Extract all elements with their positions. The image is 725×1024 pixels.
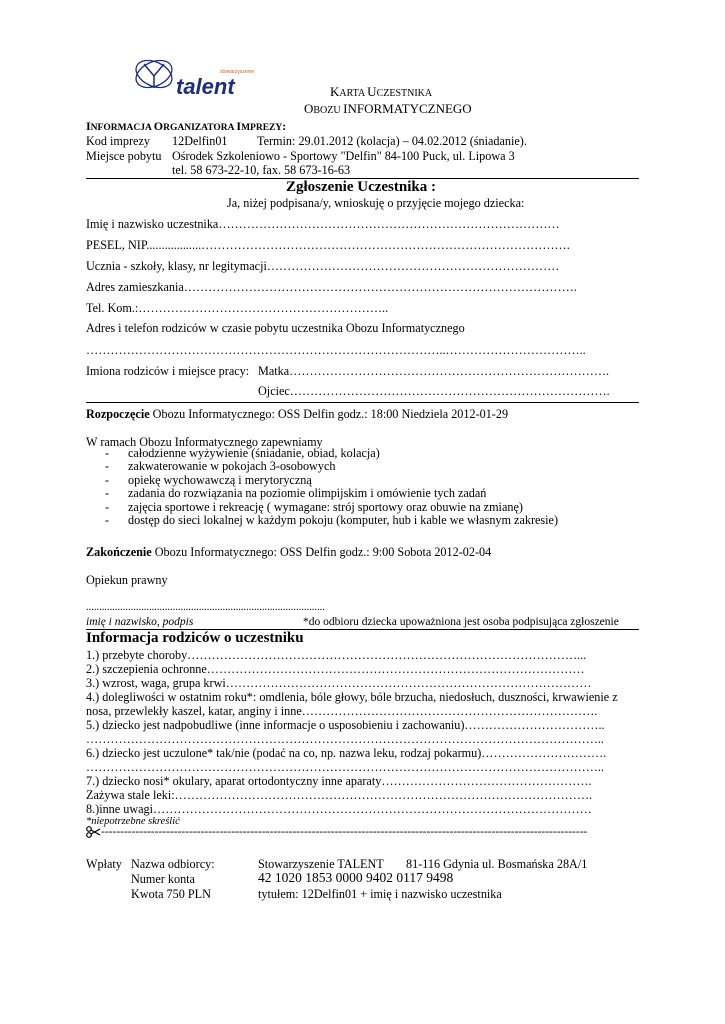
ailments-label: 4.) dolegliwości w ostatnim roku*: omdlenia, bóle głowy, bóle brzucha, niedosłuch, duszności, krwawienie z <box>86 690 618 704</box>
allergy-extra-field[interactable]: ……………………………………………………………………………………………………………….. <box>86 760 604 774</box>
provides-list <box>105 447 558 527</box>
event-code-label: Kod imprezy <box>86 134 150 148</box>
cut-line: ------------------------------------------------------------------------------------------------------------------------------- <box>101 826 588 838</box>
pesel-field[interactable]: PESEL, NIP..................………………………………………………………………………………. <box>86 238 570 252</box>
logo-emblem-icon <box>132 52 178 96</box>
guardian-caption: imię i nazwisko, podpis <box>86 616 194 628</box>
account-label: Numer konta <box>131 872 195 886</box>
guardian-note: *do odbioru dziecka upoważniona jest osoba podpisująca zgłoszenie <box>303 616 619 628</box>
father-field[interactable]: Ojciec……………………………………………………………………. <box>258 384 610 398</box>
illness-field[interactable]: 1.) przebyte choroby……………………………………………………………………………………... <box>86 648 587 662</box>
recipient-label: Nazwa odbiorcy: <box>131 857 215 871</box>
account-number: 42 1020 1853 0000 9402 0117 9498 <box>258 870 454 885</box>
camp-end: Zakończenie Obozu Informatycznego: OSS Delfin godz.: 9:00 Sobota 2012-02-04 <box>86 545 492 559</box>
address-field[interactable]: Adres zamieszkania……………………………………………………………………………………. <box>86 280 577 294</box>
parents-info-heading: Informacja rodziców o uczestniku <box>86 630 304 646</box>
vaccination-field[interactable]: 2.) szczepienia ochronne………………………………………………………………………………… <box>86 662 585 676</box>
mother-field[interactable]: Matka……………………………………………………………………. <box>258 364 610 378</box>
hyperactive-extra-field[interactable]: ……………………………………………………………………………………………………………….. <box>86 732 604 746</box>
parents-contact-label: Adres i telefon rodziców w czasie pobytu uczestnika Obozu Informatycznego <box>86 321 465 335</box>
participant-name-field[interactable]: Imię i nazwisko uczestnika………………………………………………………………………… <box>86 217 560 231</box>
recipient-address: 81-116 Gdynia ul. Bosmańska 28A/1 <box>406 857 588 871</box>
talent-logo <box>132 52 255 102</box>
guardian-label: Opiekun prawny <box>86 573 168 587</box>
footnote: *niepotrzebne skreślić <box>86 816 180 827</box>
divider <box>86 402 639 403</box>
place-value: Ośrodek Szkoleniowo - Sportowy "Delfin" 84-100 Puck, ul. Lipowa 3 <box>172 149 515 163</box>
recipient-value: Stowarzyszenie TALENT <box>258 857 384 871</box>
organizer-heading: INFORMACJA ORGANIZATORA IMPREZY: <box>86 119 287 133</box>
provides-intro: W ramach Obozu Informatycznego zapewniamy <box>86 435 323 449</box>
amount-label: Kwota 750 PLN <box>131 887 211 901</box>
place-phone: tel. 58 673-22-10, fax. 58 673-16-63 <box>172 163 351 177</box>
parents-label: Imiona rodziców i miejsce pracy: <box>86 364 250 378</box>
logo-small-text: stowarzyszenie <box>220 69 255 75</box>
list-item: - zadania do rozwiązania na poziomie olimpijskim i omówienie tych zadań <box>105 487 558 500</box>
school-field[interactable]: Ucznia - szkoły, klasy, nr legitymacji……………………………………………………………… <box>86 259 560 273</box>
list-item: - opiekę wychowawczą i merytoryczną <box>105 474 558 487</box>
list-item: - zajęcia sportowe i rekreację ( wymagane: strój sportowy oraz obuwie na zmianę) <box>105 501 558 514</box>
page-title-line1: KARTA UCZESTNIKA <box>330 84 433 99</box>
camp-start: Rozpoczęcie Obozu Informatycznego: OSS Delfin godz.: 18:00 Niedziela 2012-01-29 <box>86 407 509 421</box>
hyperactive-field[interactable]: 5.) dziecko jest nadpobudliwe (inne informacje o usposobieniu i zachowaniu)…………………………….. <box>86 718 605 732</box>
logo-brand: talent <box>176 74 235 99</box>
medications-field[interactable]: Zażywa stale leki:…………………………………………………………………………………………. <box>86 788 593 802</box>
application-intro: Ja, niżej podpisana/y, wnioskuję o przyjęcie mojego dziecka: <box>227 196 525 210</box>
payment-title: tytułem: 12Delfin01 + imię i nazwisko uczestnika <box>258 887 502 901</box>
place-label: Miejsce pobytu <box>86 149 162 163</box>
parents-contact-field[interactable]: ……………………………………………………………………………..…………………………….. <box>86 343 586 357</box>
other-notes-field[interactable]: 8.)inne uwagi……………………………………………………………………………………………… <box>86 802 592 816</box>
ailments-field[interactable]: nosa, przewlekły kaszel, katar, anginy i inne………………………………………………………………. <box>86 704 598 718</box>
application-heading: Zgłoszenie Uczestnika : <box>286 179 436 195</box>
phone-field[interactable]: Tel. Kom.:…………………………………………………….. <box>86 301 389 315</box>
event-term: Termin: 29.01.2012 (kolacja) – 04.02.2012 (śniadanie). <box>257 134 527 148</box>
page-title-line2: OBOZU INFORMATYCZNEGO <box>304 101 472 116</box>
payment-label: Wpłaty <box>86 857 122 871</box>
guardian-signature-field[interactable]: ........................................................................................... <box>86 602 325 613</box>
glasses-field[interactable]: 7.) dziecko nosi* okulary, aparat ortodontyczny inne aparaty……………………………………………. <box>86 774 592 788</box>
list-item: - całodzienne wyżywienie (śniadanie, obiad, kolacja) <box>105 447 558 460</box>
event-code-value: 12Delfin01 <box>172 134 228 148</box>
allergy-field[interactable]: 6.) dziecko jest uczulone* tak/nie (podać na co, np. nazwa leku, rodzaj pokarmu)…………………………. <box>86 746 607 760</box>
list-item: - dostęp do sieci lokalnej w każdym pokoju (komputer, hub i kable we własnym zakresie) <box>105 514 558 527</box>
height-weight-field[interactable]: 3.) wzrost, waga, grupa krwi……………………………………………………………………………… <box>86 676 592 690</box>
list-item: - zakwaterowanie w pokojach 3-osobowych <box>105 460 558 473</box>
scissors-icon <box>86 826 101 838</box>
